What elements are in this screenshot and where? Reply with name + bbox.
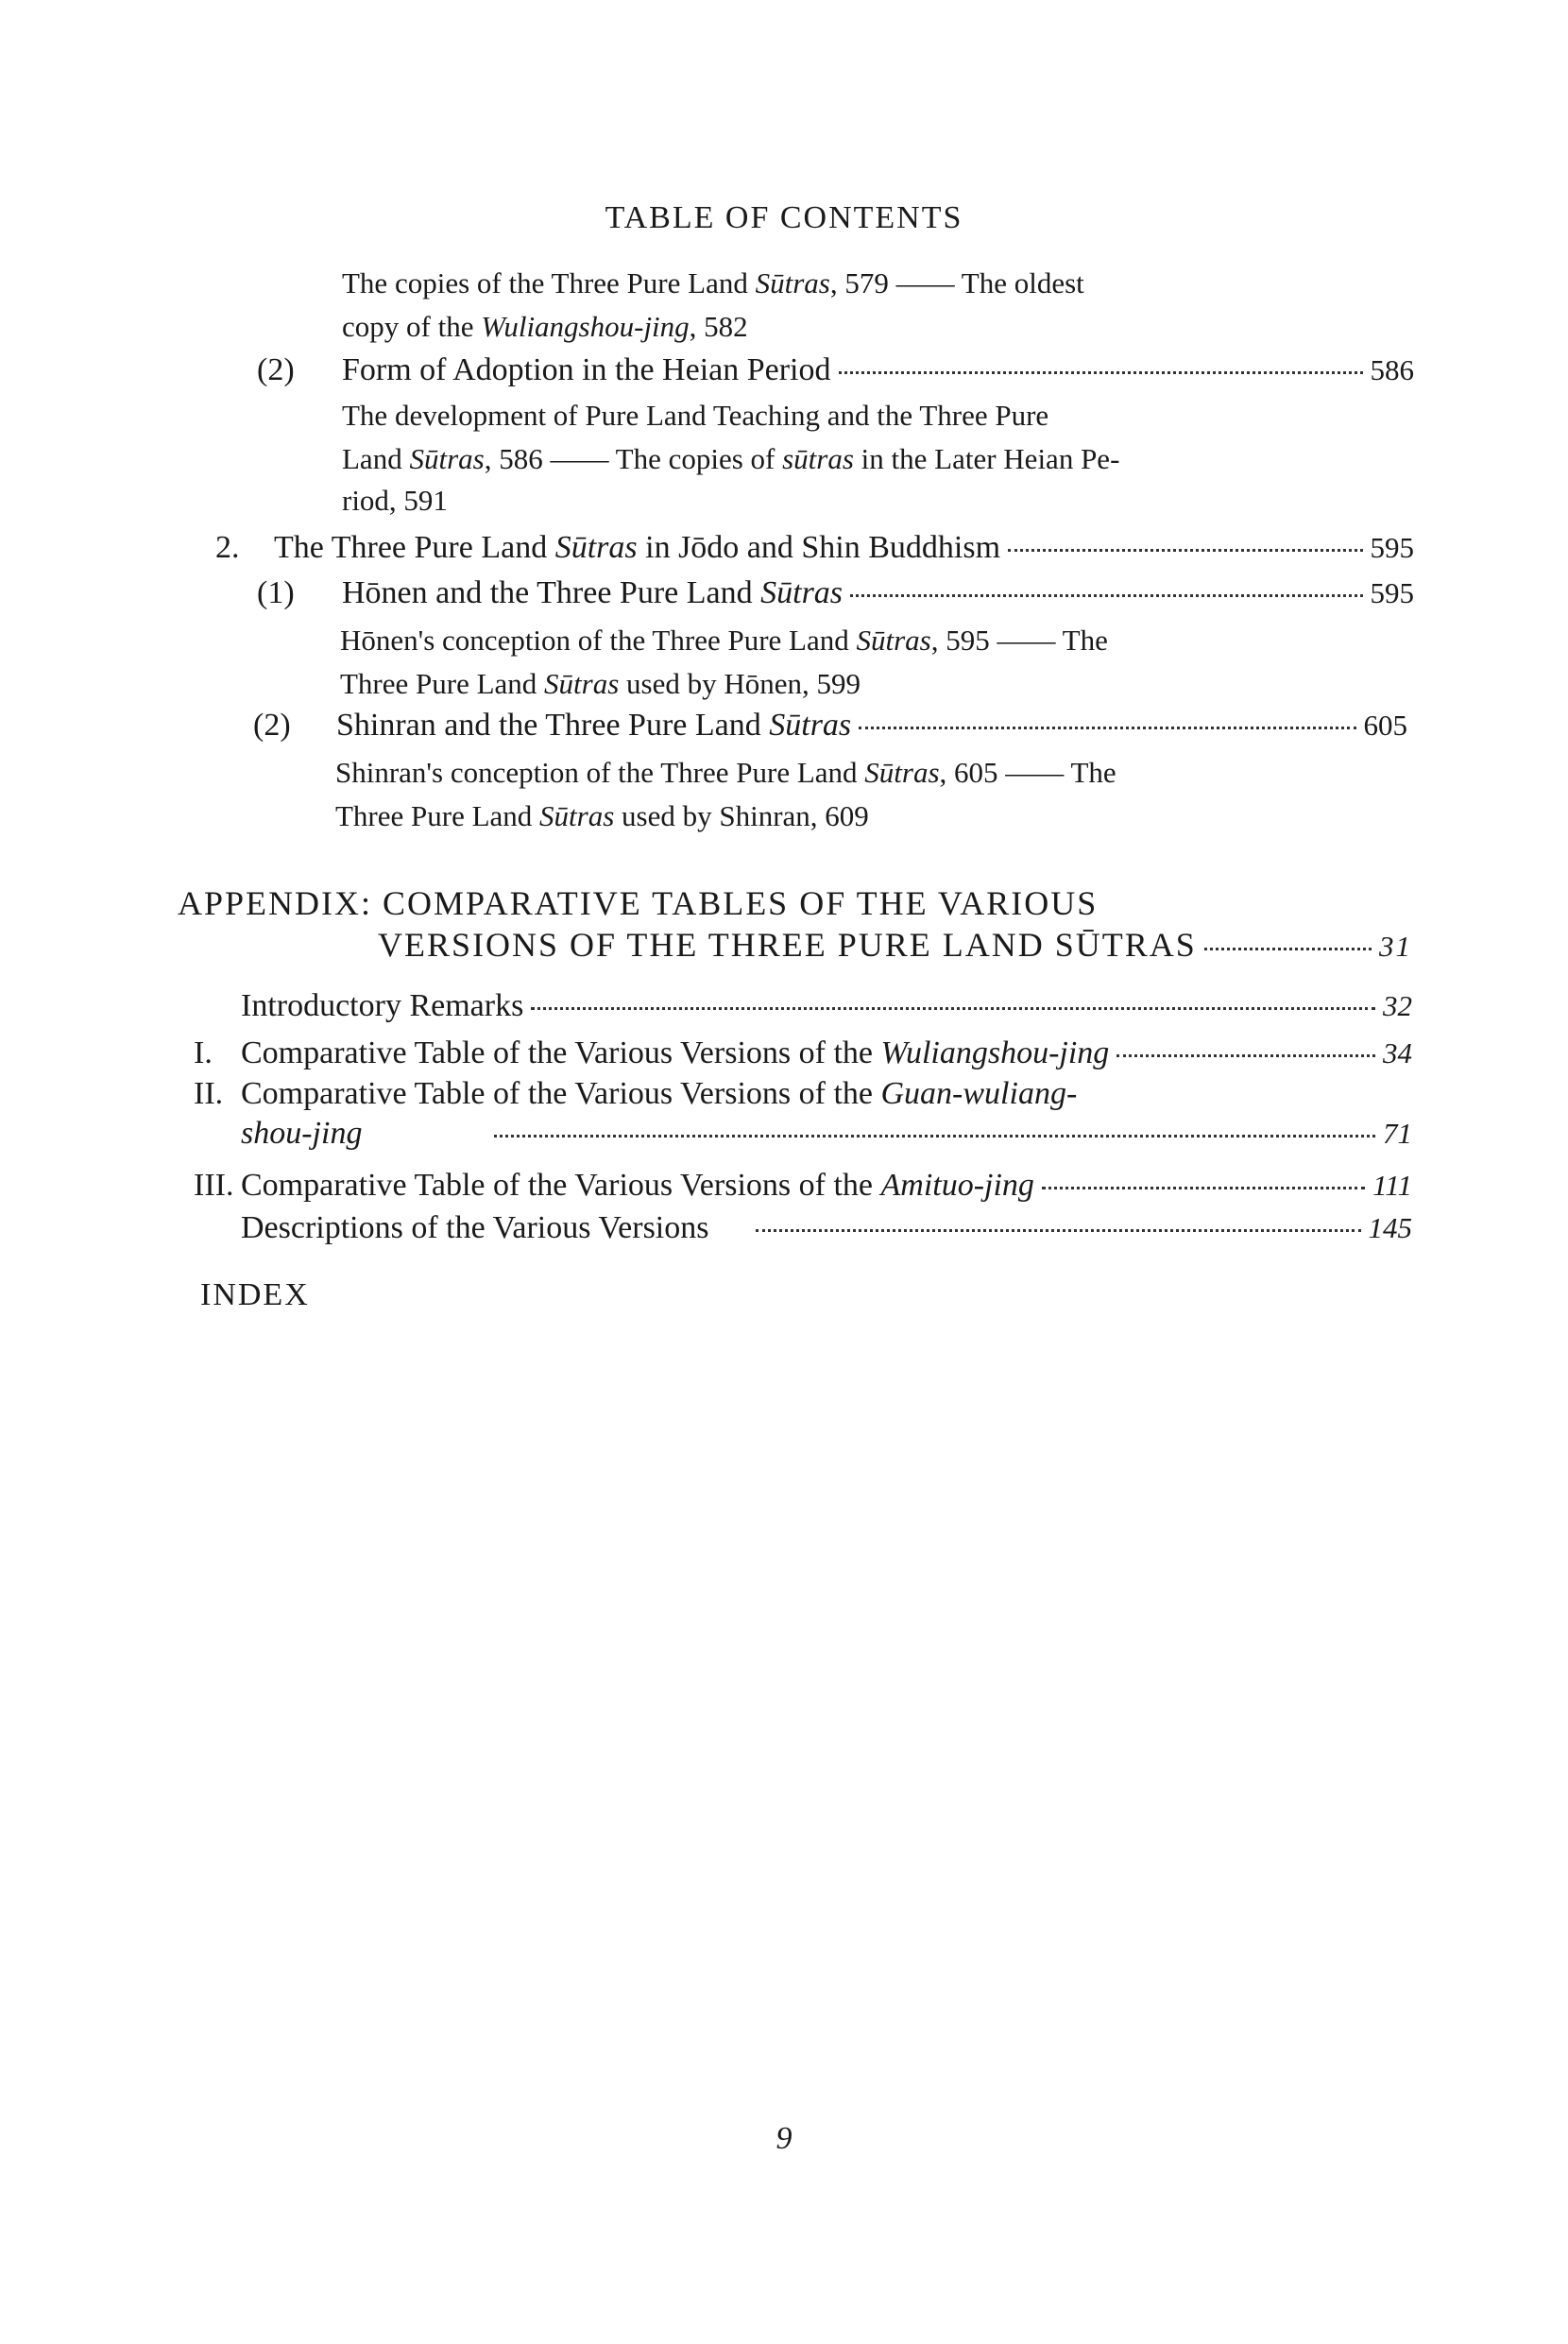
page-number: 145 [1368, 1211, 1412, 1244]
page-number: 31 [1379, 930, 1412, 963]
dot-leader [1204, 948, 1372, 950]
page-number: 71 [1383, 1117, 1412, 1150]
appendix-heading: APPENDIX: COMPARATIVE TABLES OF THE VARIOUS [178, 884, 1099, 922]
page-number: 32 [1383, 989, 1412, 1022]
running-head: TABLE OF CONTENTS [605, 200, 963, 235]
toc-entry-table-wuliangshou[interactable]: I. Comparative Table of the Various Versions of the Wuliangshou-jing 34 [194, 1035, 1412, 1070]
page-number: 111 [1372, 1169, 1412, 1202]
dot-leader [494, 1135, 1375, 1138]
toc-subline: The development of Pure Land Teaching and the Three Pure [342, 399, 1049, 432]
dot-leader [531, 1007, 1375, 1010]
dot-leader [1116, 1054, 1375, 1057]
toc-entry-shinran[interactable]: (2) Shinran and the Three Pure Land Sūtras 605 [253, 708, 1407, 743]
dot-leader [850, 594, 1362, 597]
toc-subline: riod, 591 [342, 484, 448, 517]
dot-leader [1042, 1187, 1365, 1189]
page-number: 595 [1370, 576, 1414, 609]
toc-entry-introductory-remarks[interactable]: Introductory Remarks 32 [241, 988, 1412, 1023]
toc-entry-table-guan[interactable]: II. Comparative Table of the Various Versions of the Guan-wuliang- [194, 1076, 1078, 1111]
toc-subline: copy of the Wuliangshou-jing, 582 [342, 310, 748, 343]
toc-entry-index[interactable]: INDEX [200, 1277, 310, 1312]
dot-leader [839, 371, 1363, 374]
toc-entry-appendix[interactable]: VERSIONS OF THE THREE PURE LAND SŪTRAS 31 [378, 926, 1412, 964]
dot-leader [1008, 549, 1362, 552]
toc-subline: Three Pure Land Sūtras used by Hōnen, 599 [340, 667, 861, 700]
page-number: 605 [1363, 709, 1407, 742]
toc-entry-jodo-shin[interactable]: 2. The Three Pure Land Sūtras in Jōdo and Shin Buddhism 595 [215, 530, 1414, 565]
dot-leader [756, 1229, 1360, 1232]
toc-subline: The copies of the Three Pure Land Sūtras, 579 —— The oldest [342, 266, 1084, 299]
toc-entry-table-amituo[interactable]: III. Comparative Table of the Various Versions of the Amituo-jing 111 [194, 1168, 1412, 1203]
toc-subline: Three Pure Land Sūtras used by Shinran, 609 [335, 799, 869, 832]
toc-entry-table-guan-cont[interactable]: shou-jing 71 [241, 1116, 1412, 1151]
page-number: 586 [1370, 353, 1414, 386]
toc-entry-form-of-adoption[interactable]: (2) Form of Adoption in the Heian Period 586 [257, 352, 1414, 387]
page-number: 595 [1370, 531, 1414, 564]
toc-entry-descriptions[interactable]: Descriptions of the Various Versions 145 [241, 1210, 1412, 1245]
page-number: 34 [1383, 1036, 1412, 1069]
page-folio: 9 [775, 2121, 793, 2156]
dot-leader [859, 727, 1355, 729]
toc-entry-honen[interactable]: (1) Hōnen and the Three Pure Land Sūtras 595 [257, 575, 1414, 610]
toc-subline: Land Sūtras, 586 —— The copies of sūtras in the Later Heian Pe- [342, 442, 1120, 475]
toc-subline: Hōnen's conception of the Three Pure Land Sūtras, 595 —— The [340, 624, 1108, 657]
toc-subline: Shinran's conception of the Three Pure Land Sūtras, 605 —— The [335, 756, 1116, 789]
